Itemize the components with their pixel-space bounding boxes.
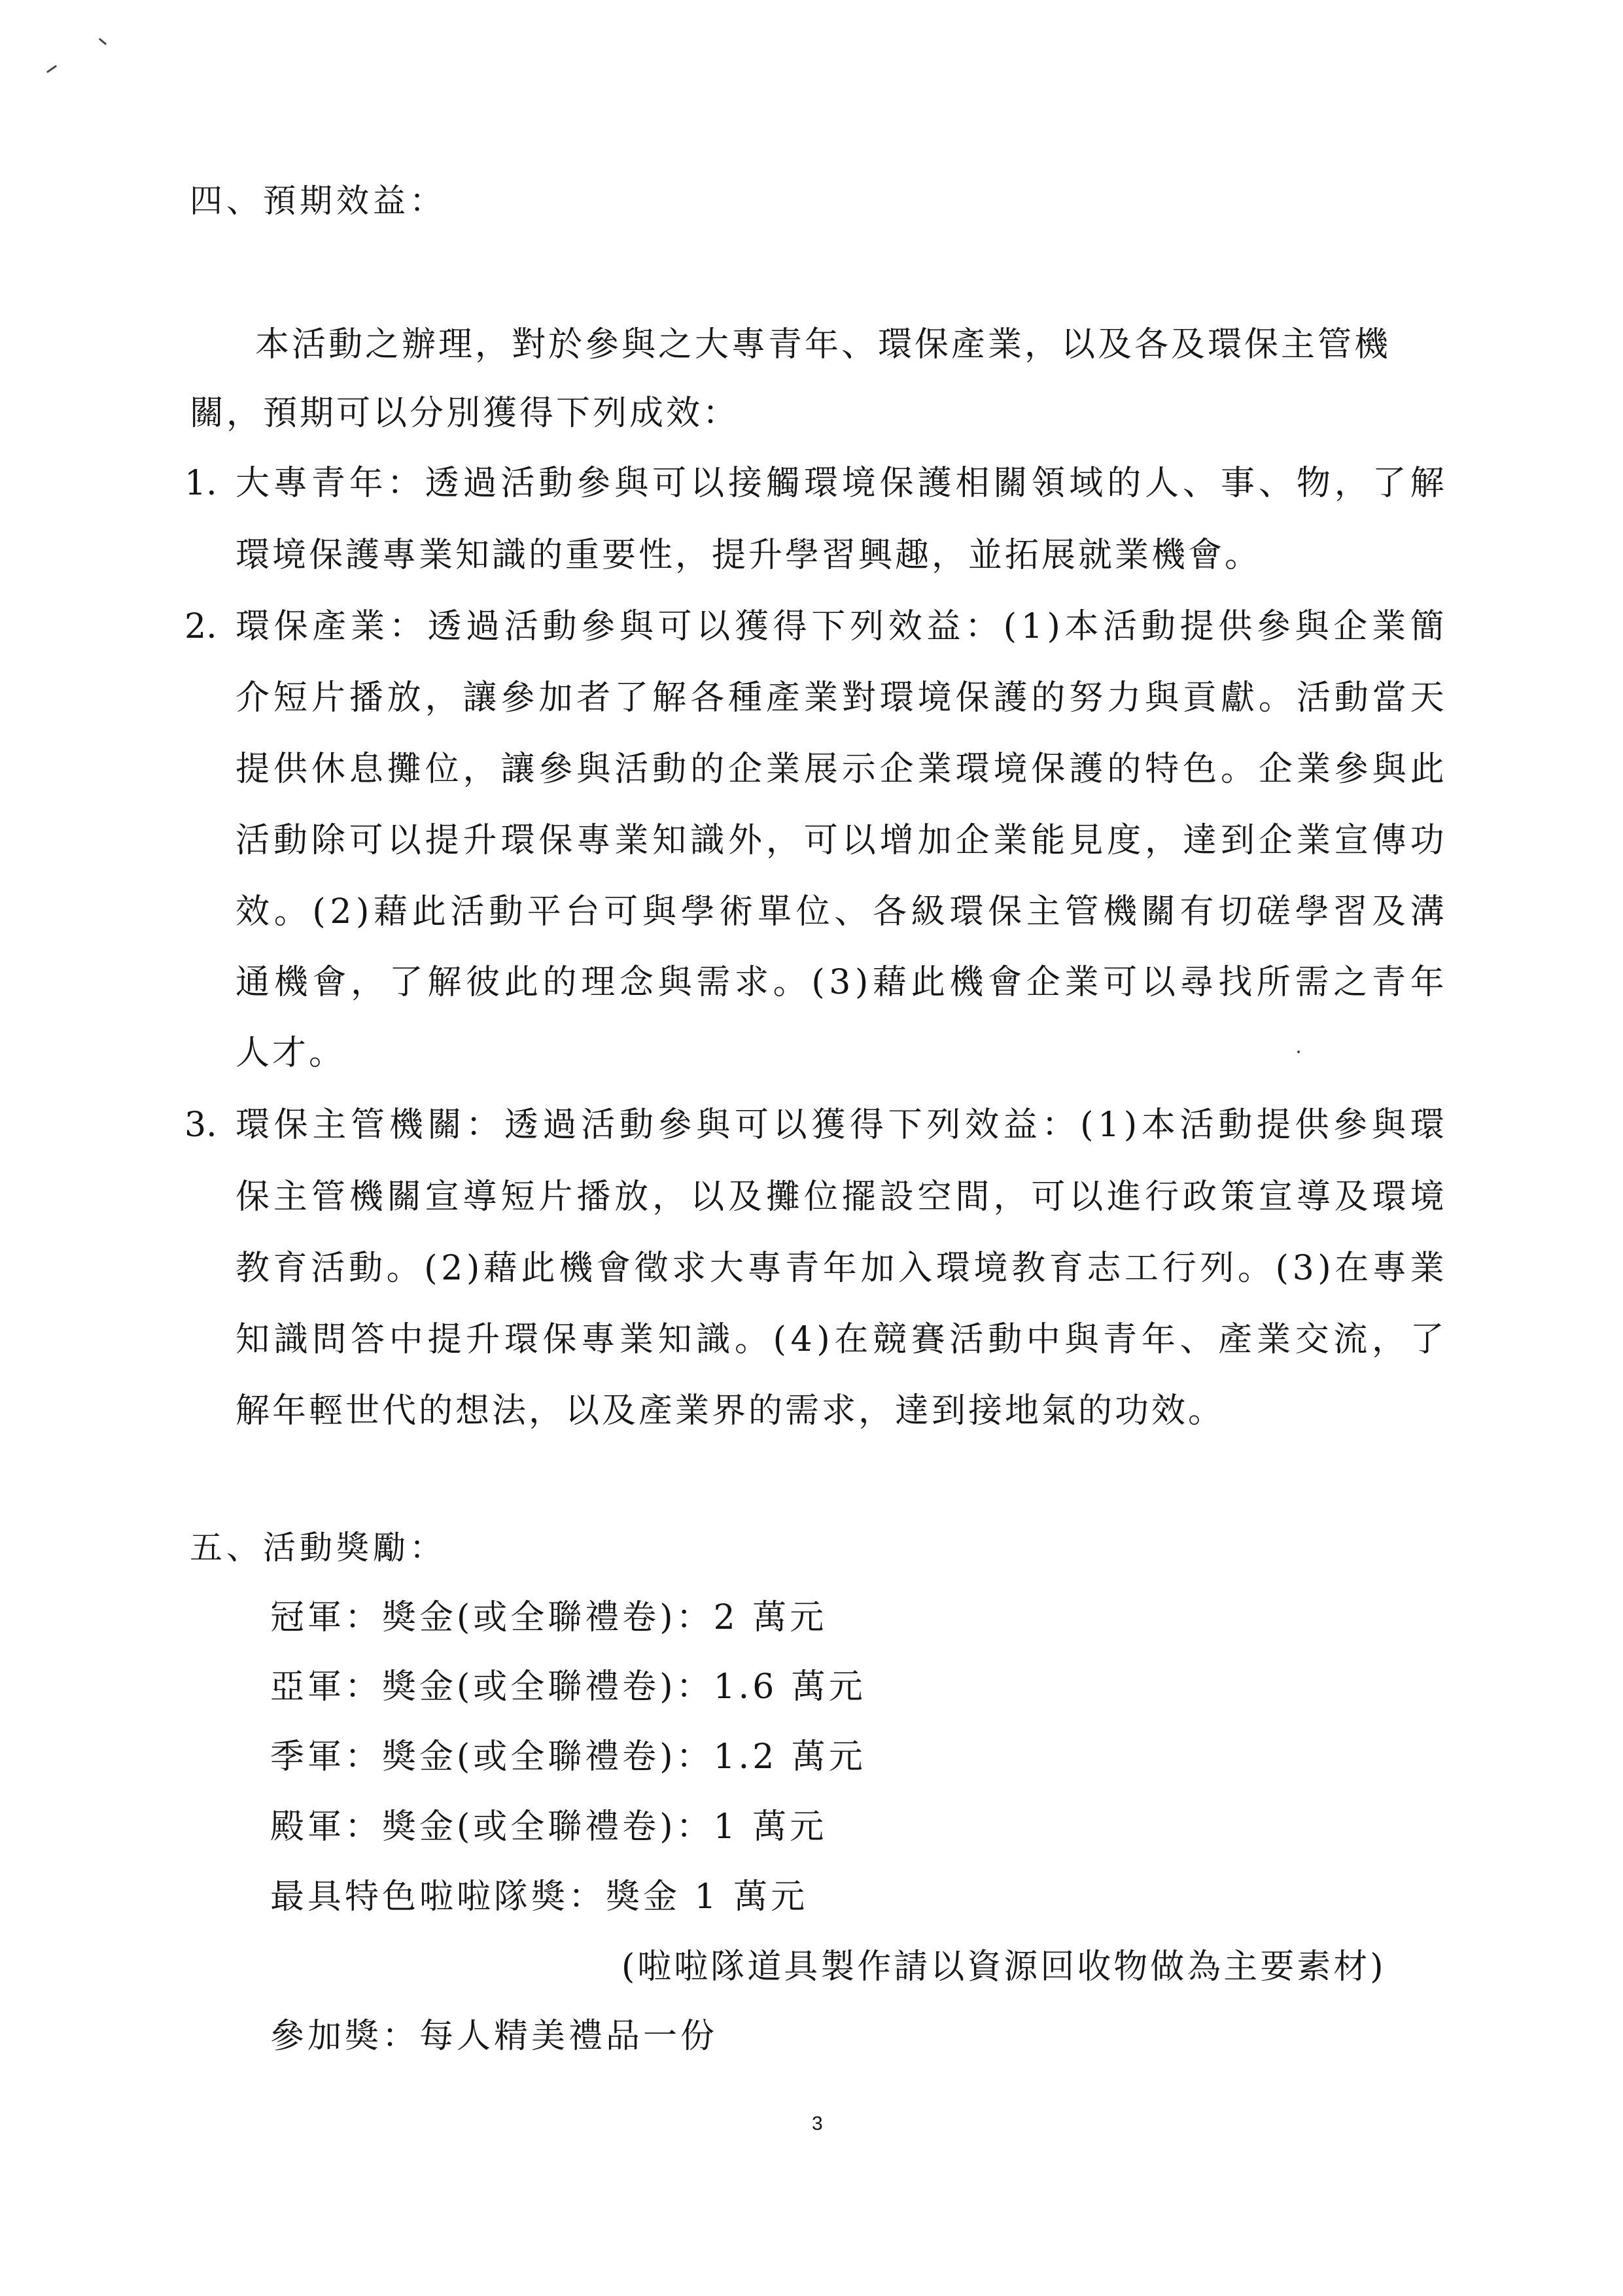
list-item-line: 環 保 產 業 ： 透 過 活 動 參 與 可 以 獲 得 下 列 效 益 ： ( 1 ) 本 活 動 提 供 參 與 企 業 簡: [236, 607, 1444, 646]
intro-line-2: 關，預期可以分別獲得下列成效：: [190, 394, 740, 433]
reward-fourth-place: 殿軍：獎金(或全聯禮卷)：1 萬元: [270, 1807, 828, 1847]
reward-champion: 冠軍：獎金(或全聯禮卷)：2 萬元: [270, 1598, 828, 1637]
list-item-line: 通 機 會 ， 了 解 彼 此 的 理 念 與 需 求 。 ( 3 ) 藉 此 機 會 企 業 可 以 尋 找 所 需 之 青 年: [236, 963, 1444, 1002]
list-number: 1.: [184, 464, 217, 503]
list-item-line: 知 識 問 答 中 提 升 環 保 專 業 知 識 。 ( 4 ) 在 競 賽 活 動 中 與 青 年 、 產 業 交 流 ， 了: [236, 1320, 1444, 1359]
list-item-line: 活 動 除 可 以 提 升 環 保 專 業 知 識 外 ， 可 以 增 加 企 業 能 見 度 ， 達 到 企 業 宣 傳 功: [236, 821, 1444, 860]
scan-mark: [46, 65, 57, 73]
list-item-line: 環 保 主 管 機 關 ： 透 過 活 動 參 與 可 以 獲 得 下 列 效 益 ： ( 1 ) 本 活 動 提 供 參 與 環: [236, 1105, 1444, 1145]
reward-participation: 參加獎：每人精美禮品一份: [270, 2017, 718, 2056]
list-item-line: 介 短 片 播 放 ， 讓 參 加 者 了 解 各 種 產 業 對 環 境 保 護 的 努 力 與 貢 獻 。 活 動 當 天: [236, 678, 1444, 718]
reward-third-place: 季軍：獎金(或全聯禮卷)：1.2 萬元: [270, 1737, 866, 1777]
intro-line-1: 本活動之辦理，對於參與之大專青年、環保產業，以及各及環保主管機: [255, 325, 1391, 364]
list-item-line: 環境保護專業知識的重要性，提升學習興趣，並拓展就業機會。: [236, 536, 1262, 575]
cheerleading-note: (啦啦隊道具製作請以資源回收物做為主要素材): [621, 1947, 1386, 1987]
list-item-line: 教 育 活 動 。 ( 2 ) 藉 此 機 會 徵 求 大 專 青 年 加 入 環 境 教 育 志 工 行 列 。 ( 3 ) 在 專 業: [236, 1249, 1444, 1288]
scan-mark: [1297, 1051, 1300, 1053]
list-item-line: 解年輕世代的想法，以及產業界的需求，達到接地氣的功效。: [236, 1391, 1225, 1431]
list-item-line: 保 主 管 機 關 宣 導 短 片 播 放 ， 以 及 攤 位 擺 設 空 間 ， 可 以 進 行 政 策 宣 導 及 環 境: [236, 1177, 1444, 1217]
section-heading-expected-benefits: 四、預期效益：: [190, 182, 446, 220]
list-number: 3.: [184, 1105, 217, 1145]
reward-runner-up: 亞軍：獎金(或全聯禮卷)：1.6 萬元: [270, 1667, 866, 1707]
list-number: 2.: [184, 607, 217, 646]
list-item-line: 大 專 青 年 ： 透 過 活 動 參 與 可 以 接 觸 環 境 保 護 相 關 領 域 的 人 、 事 、 物 ， 了 解: [236, 464, 1444, 503]
scan-mark: [99, 38, 107, 45]
list-item-line: 人才。: [236, 1034, 346, 1073]
list-item-line: 提 供 休 息 攤 位 ， 讓 參 與 活 動 的 企 業 展 示 企 業 環 境 保 護 的 特 色 。 企 業 參 與 此: [236, 750, 1444, 789]
page-number: 3: [812, 2113, 823, 2134]
list-item-line: 效 。 ( 2 ) 藉 此 活 動 平 台 可 與 學 術 單 位 、 各 級 環 保 主 管 機 關 有 切 磋 學 習 及 溝: [236, 892, 1444, 931]
section-heading-rewards: 五、活動獎勵：: [190, 1529, 446, 1567]
reward-cheerleading: 最具特色啦啦隊獎：獎金 1 萬元: [270, 1877, 809, 1917]
